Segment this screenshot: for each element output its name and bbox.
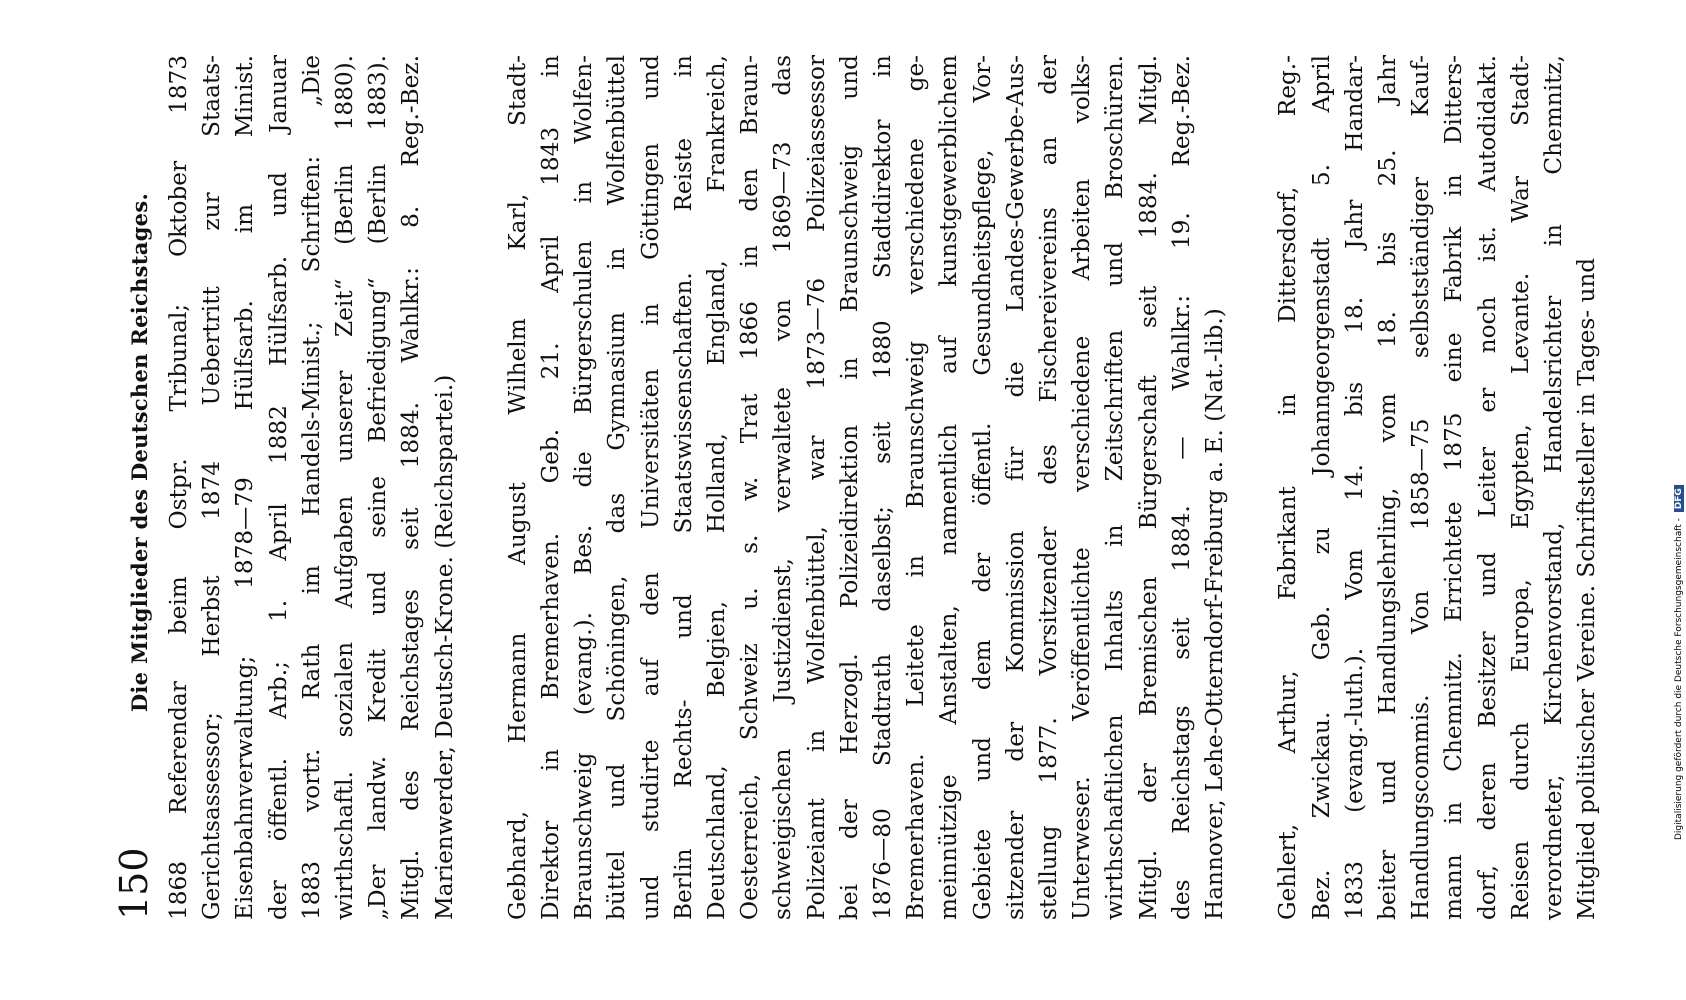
text-line: Deutschland, Belgien, Holland, England, Frankreich, bbox=[703, 55, 731, 920]
text-line: 1833 (evang.-luth.). Vom 14. bis 18. Jahr Handar- bbox=[1340, 55, 1368, 920]
text-line: 1876—80 Stadtrath daselbst; seit 1880 Stadtdirektor in bbox=[869, 55, 897, 920]
text-line: und studirte auf den Universitäten in Göttingen und bbox=[636, 55, 664, 920]
text-line: stellung 1877. Vorsitzender des Fischereivereins an der bbox=[1035, 55, 1063, 920]
text-line: büttel und Schöningen, das Gymnasium in Wolfenbüttel bbox=[603, 55, 631, 920]
biography-entry bbox=[1271, 55, 1603, 920]
text-line: Gebiete und dem der öffentl. Gesundheitspflege, Vor- bbox=[968, 55, 996, 920]
text-line: des Reichstags seit 1884. — Wahlkr.: 19. Reg.-Bez. bbox=[1167, 55, 1195, 920]
text-line: Reisen durch Europa, Egypten, Levante. War Stadt- bbox=[1506, 55, 1534, 920]
entry-gap bbox=[1231, 55, 1271, 920]
text-line: wirthschaftl. sozialen Aufgaben unserer Zeit“ (Berlin 1880). bbox=[331, 55, 359, 920]
text-line: Mitgl. des Reichstages seit 1884. Wahlkr.: 8. Reg.-Bez. bbox=[397, 55, 425, 920]
text-line: Handlungscommis. Von 1858—75 selbstständiger Kauf- bbox=[1407, 55, 1435, 920]
biography-entry bbox=[162, 55, 461, 920]
page-number: 150 bbox=[112, 847, 156, 920]
text-line: Bremerhaven. Leitete in Braunschweig verschiedene ge- bbox=[902, 55, 930, 920]
text-line: Berlin Rechts- und Staatswissenschaften. Reiste in bbox=[669, 55, 697, 920]
text-line: 1868 Referendar beim Ostpr. Tribunal; Oktober 1873 bbox=[165, 55, 192, 920]
text-line: verordneter, Kirchenvorstand, Handelsrichter in Chemnitz, bbox=[1539, 55, 1567, 920]
biography-entry bbox=[501, 55, 1231, 920]
entry-gap bbox=[461, 55, 501, 920]
text-line: Unterweser. Veröffentlichte verschiedene Arbeiten volks- bbox=[1068, 55, 1096, 920]
dfg-logo: DFG bbox=[1674, 485, 1684, 512]
entries bbox=[162, 55, 1603, 920]
text-line: meinnützige Anstalten, namentlich auf kunstgewerblichem bbox=[935, 55, 963, 920]
digitization-footer bbox=[1674, 485, 1684, 840]
text-block bbox=[112, 55, 1603, 920]
text-line: Direktor in Bremerhaven. Geb. 21. April 1843 in bbox=[537, 55, 565, 920]
text-line: „Der landw. Kredit und seine Befriedigung“ (Berlin 1883). bbox=[364, 55, 392, 920]
digitization-note: Digitalisierung gefördert durch die Deutsche Forschungsgemeinschaft - bbox=[1674, 518, 1684, 840]
text-line: Eisenbahnverwaltung; 1878—79 Hülfsarb. im Minist. bbox=[231, 55, 259, 920]
text-line: Oesterreich, Schweiz u. s. w. Trat 1866 in den Braun- bbox=[736, 55, 764, 920]
text-line: 1883 vortr. Rath im Handels-Minist.; Schriften: „Die bbox=[297, 55, 325, 920]
text-line: Mitgl. der Bremischen Bürgerschaft seit 1884. Mitgl. bbox=[1134, 55, 1162, 920]
text-line: sitzender der Kommission für die Landes-Gewerbe-Aus- bbox=[1001, 55, 1029, 920]
text-line: Bez. Zwickau. Geb. zu Johanngeorgenstadt 5. April bbox=[1307, 55, 1335, 920]
text-line: Gebhard, Hermann August Wilhelm Karl, Stadt- bbox=[503, 55, 531, 920]
text-line: dorf, deren Besitzer und Leiter er noch ist. Autodidakt. bbox=[1473, 55, 1501, 920]
text-line: Gerichtsassessor; Herbst 1874 Uebertritt zur Staats- bbox=[198, 55, 226, 920]
text-line: wirthschaftlichen Inhalts in Zeitschriften und Broschüren. bbox=[1101, 55, 1129, 920]
text-line: Gehlert, Arthur, Fabrikant in Dittersdorf, Reg.- bbox=[1274, 55, 1302, 920]
running-title: Die Mitglieder des Deutschen Reichstages. bbox=[127, 192, 152, 713]
text-line: Braunschweig (evang.). Bes. die Bürgerschulen in Wolfen- bbox=[570, 55, 598, 920]
text-line: Marienwerder, Deutsch-Krone. (Reichspartei.) bbox=[430, 374, 458, 920]
text-line: bei der Herzogl. Polizeidirektion in Braunschweig und bbox=[835, 55, 863, 920]
text-line: der öffentl. Arb.; 1. April 1882 Hülfsarb. und Januar bbox=[264, 55, 292, 920]
text-line: schweigischen Justizdienst, verwaltete von 1869—73 das bbox=[769, 55, 797, 920]
text-line: mann in Chemnitz. Errichtete 1875 eine Fabrik in Ditters- bbox=[1440, 55, 1468, 920]
text-line: Polizeiamt in Wolfenbüttel, war 1873—76 Polizeiassessor bbox=[802, 55, 830, 920]
page-header bbox=[112, 55, 156, 920]
text-line: Hannover, Lehe-Otterndorf-Freiburg a. E. (Nat.-lib.) bbox=[1201, 308, 1229, 920]
text-line: Mitglied politischer Vereine. Schriftsteller in Tages- und bbox=[1573, 257, 1601, 920]
text-line: beiter und Handlungslehrling, vom 18. bis 25. Jahr bbox=[1373, 55, 1401, 920]
